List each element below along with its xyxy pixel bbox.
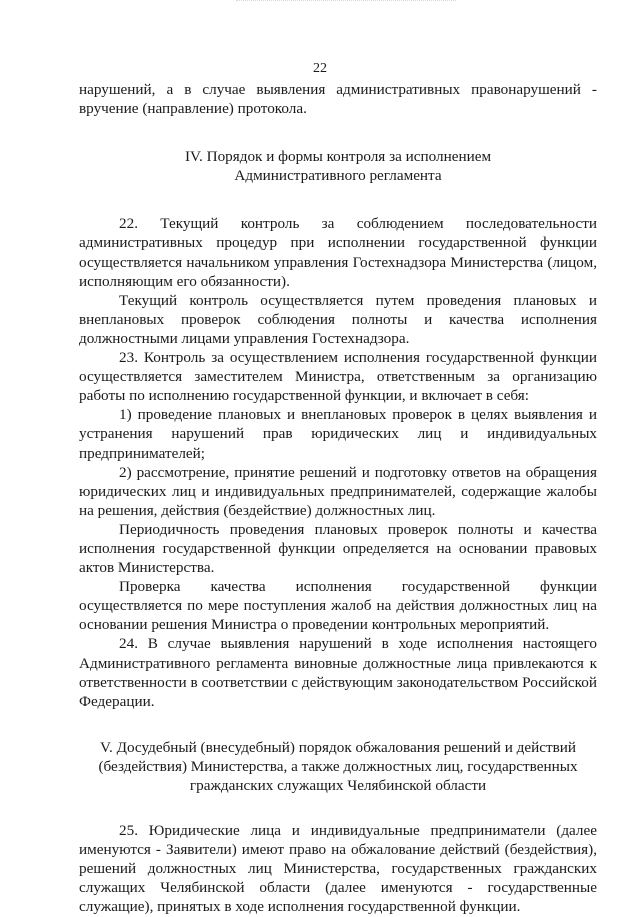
section-heading-iv-line1: IV. Порядок и формы контроля за исполнением (184, 148, 492, 166)
paragraph-22: 22. Текущий контроль за соблюдением последовательности административных процедур при исполнении государственной функции осуществляется начальником управления Гостехнадзора Министерства (лицом, исполняющим его обязанности). (79, 215, 597, 290)
paragraph-24: 24. В случае выявления нарушений в ходе исполнения настоящего Административного регламента виновные должностные лица привлекаются к ответственности в соответствии с действующим законодательством Российской Федерации. (79, 635, 597, 710)
section-heading-iv-line2: Административного регламента (234, 167, 442, 185)
paragraph-25: 25. Юридические лица и индивидуальные предприниматели (далее именуются - Заявители) имеют право на обжалование действий (бездействия), решений должностных лиц Министерства, государственных гражданских служащих Челябинской области (далее именуются - государственные служащие), принятых в ходе исполнения государственной функции. (79, 822, 597, 916)
paragraph-quality-check: Проверка качества исполнения государственной функции осуществляется по мере поступления жалоб на действия должностных лиц на основании решения Министра о проведении контрольных мероприятий. (79, 578, 597, 634)
section-heading-v-line1: V. Досудебный (внесудебный) порядок обжалования решений и действий (99, 738, 577, 756)
document-body (79, 80, 597, 917)
section-heading-iv (79, 147, 597, 185)
paragraph-current-control: Текущий контроль осуществляется путем проведения плановых и внеплановых проверок соблюдения полноты и качества исполнения должностными лицами управления Гостехнадзора. (79, 291, 597, 347)
section-heading-v-line2: (бездействия) Министерства, а также должностных лиц, государственных (98, 757, 578, 775)
section-heading-v (79, 738, 597, 795)
page-number: 22 (313, 61, 327, 76)
paragraph-23: 23. Контроль за осуществлением исполнения государственной функции осуществляется заместителем Министра, ответственным за организацию работы по исполнению государственной функции, и включает в себя: (79, 349, 597, 405)
continued-paragraph: нарушений, а в случае выявления административных правонарушений - вручение (направление) протокола. (79, 81, 597, 118)
paragraph-periodicity: Периодичность проведения плановых проверок полноты и качества исполнения государственной функции определяется на основании правовых актов Министерства. (79, 520, 597, 577)
section-heading-v-line3: гражданских служащих Челябинской области (189, 777, 487, 794)
list-item-2: 2) рассмотрение, принятие решений и подготовку ответов на обращения юридических лиц и индивидуальных предпринимателей, содержащие жалобы на решения, действия (бездействие) должностных лиц. (79, 463, 597, 519)
list-item-1: 1) проведение плановых и внеплановых проверок в целях выявления и устранения нарушений прав юридических лиц и индивидуальных предпринимателей; (79, 406, 597, 462)
scan-artifact (236, 0, 456, 4)
